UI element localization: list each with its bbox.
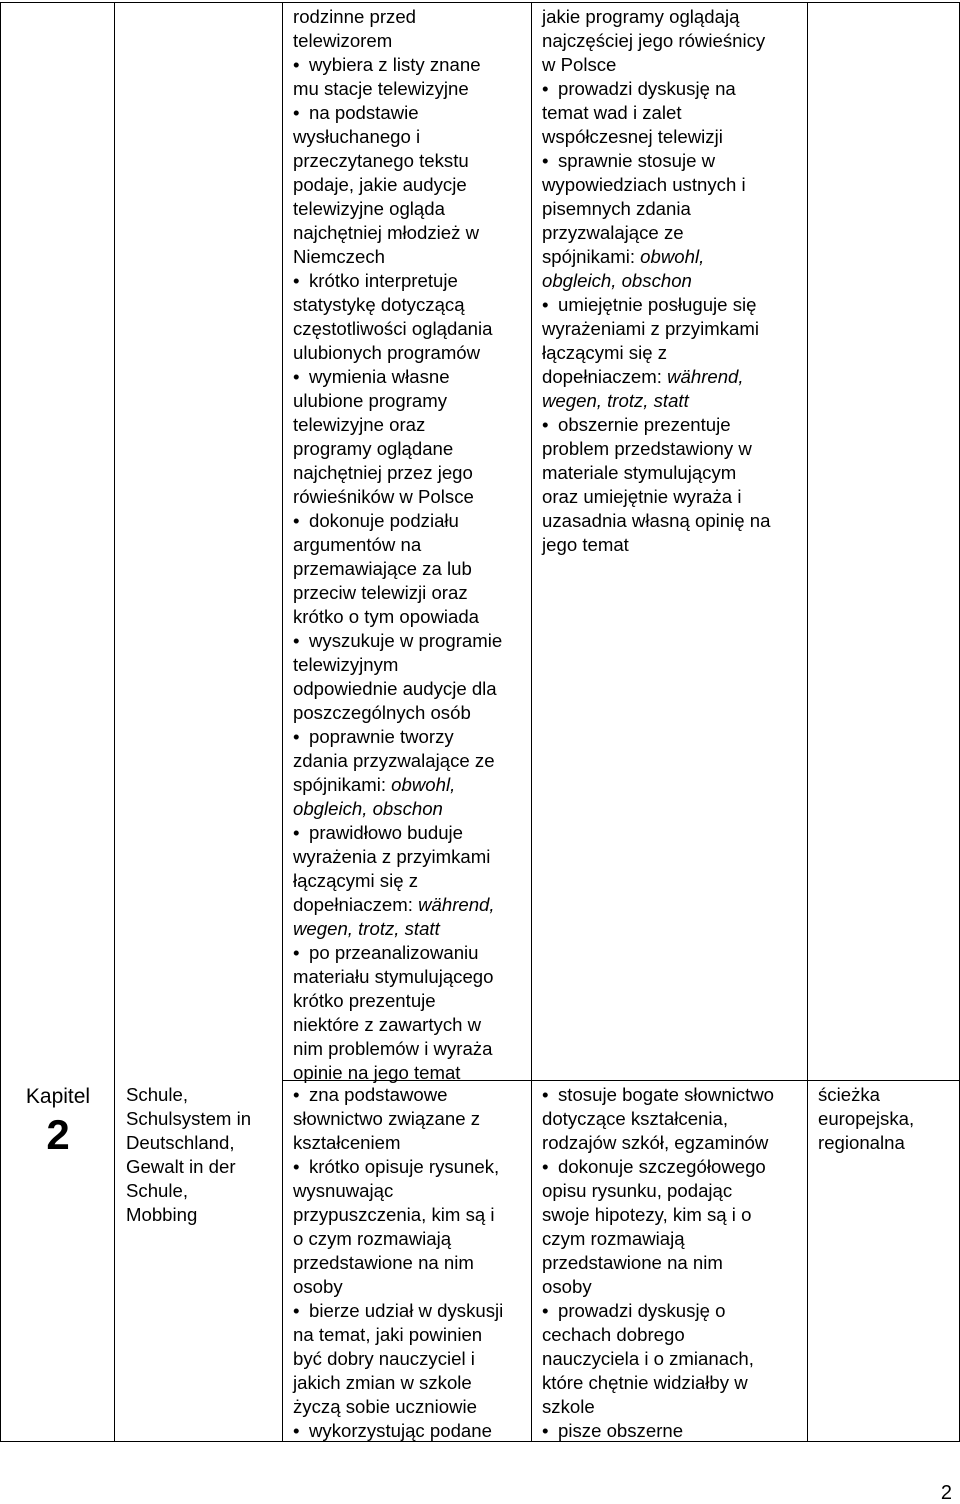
chapter-number: 2 bbox=[46, 1111, 70, 1158]
text-line: poszczególnych osób bbox=[293, 702, 471, 723]
bullet-icon: • bbox=[293, 1156, 300, 1177]
text-line: kształceniem bbox=[293, 1132, 401, 1153]
text-line: przypuszczenia, kim są i bbox=[293, 1204, 495, 1225]
text-line: materiale stymulującym bbox=[542, 462, 737, 483]
text-line: • sprawnie stosuje w bbox=[542, 150, 716, 171]
text-line: przemawiające za lub bbox=[293, 558, 472, 579]
text-line: • stosuje bogate słownictwo bbox=[542, 1084, 775, 1105]
text-line: nim problemów i wyraża bbox=[293, 1038, 493, 1059]
text-line: ścieżka bbox=[818, 1084, 881, 1105]
text-line: krótko prezentuje bbox=[293, 990, 436, 1011]
text-line: jego temat bbox=[542, 534, 629, 555]
text-line: obgleich, obschon bbox=[293, 798, 443, 819]
text-line: • umiejętnie posługuje się bbox=[542, 294, 757, 315]
bullet-icon: • bbox=[542, 414, 549, 435]
text-line: wegen, trotz, statt bbox=[293, 918, 440, 939]
text-line: współczesnej telewizji bbox=[542, 126, 723, 147]
bullet-icon: • bbox=[293, 54, 300, 75]
text-line: pisemnych zdania bbox=[542, 198, 691, 219]
text-line: telewizyjnym bbox=[293, 654, 399, 675]
text-line: przeciw telewizji oraz bbox=[293, 582, 468, 603]
text-line: • obszernie prezentuje bbox=[542, 414, 731, 435]
text-line: • wybiera z listy znane bbox=[293, 54, 481, 75]
text-line: które chętnie widziałby w bbox=[542, 1372, 748, 1393]
col-border bbox=[282, 2, 283, 1442]
bullet-icon: • bbox=[542, 1156, 549, 1177]
bullet-icon: • bbox=[293, 726, 300, 747]
text-line: najczęściej jego rówieśnicy bbox=[542, 30, 766, 51]
table-top-border bbox=[0, 2, 960, 3]
text-line: rówieśników w Polsce bbox=[293, 486, 474, 507]
text-line: swoje hipotezy, kim są i o bbox=[542, 1204, 752, 1225]
text-line: statystykę dotyczącą bbox=[293, 294, 465, 315]
text-line: wyrażenia z przyimkami bbox=[293, 846, 491, 867]
requirements-extended-bottom bbox=[542, 1083, 774, 1443]
col-border bbox=[0, 2, 1, 1442]
text-line: • zna podstawowe bbox=[293, 1084, 448, 1105]
bullet-icon: • bbox=[542, 294, 549, 315]
text-line: opisu rysunku, podając bbox=[542, 1180, 733, 1201]
text-line: oraz umiejętnie wyraża i bbox=[542, 486, 742, 507]
text-line: łączącymi się z bbox=[293, 870, 419, 891]
bullet-icon: • bbox=[542, 150, 549, 171]
text-line: nauczyciela i o zmianach, bbox=[542, 1348, 754, 1369]
text-line: Niemczech bbox=[293, 246, 385, 267]
text-line: • wymienia własne bbox=[293, 366, 450, 387]
text-line: • dokonuje szczegółowego bbox=[542, 1156, 766, 1177]
bullet-icon: • bbox=[542, 1084, 549, 1105]
text-line: regionalna bbox=[818, 1132, 905, 1153]
col-border bbox=[114, 2, 115, 1442]
text-line: europejska, bbox=[818, 1108, 915, 1129]
bullet-icon: • bbox=[293, 102, 300, 123]
text-line: dotyczące kształcenia, bbox=[542, 1108, 729, 1129]
text-line: podaje, jakie audycje bbox=[293, 174, 467, 195]
text-line: rodzajów szkół, egzaminów bbox=[542, 1132, 769, 1153]
bullet-icon: • bbox=[293, 1300, 300, 1321]
text-line: przyzwalające ze bbox=[542, 222, 684, 243]
text-line: przeczytanego tekstu bbox=[293, 150, 469, 171]
chapter-title: Kapitel bbox=[25, 1085, 91, 1108]
text-line: • po przeanalizowaniu bbox=[293, 942, 479, 963]
text-line: ulubione programy bbox=[293, 390, 448, 411]
text-line: • prowadzi dyskusję na bbox=[542, 78, 736, 99]
text-line: najchętniej młodzież w bbox=[293, 222, 480, 243]
text-line: ulubionych programów bbox=[293, 342, 481, 363]
text-line: • na podstawie bbox=[293, 102, 419, 123]
text-line: dopełniaczem: während, bbox=[293, 894, 495, 915]
page-number: 2 bbox=[940, 1482, 952, 1504]
text-line: Mobbing bbox=[126, 1204, 198, 1225]
text-line: Deutschland, bbox=[126, 1132, 235, 1153]
bullet-icon: • bbox=[293, 822, 300, 843]
text-line: materiału stymulującego bbox=[293, 966, 494, 987]
text-line: Schule, bbox=[126, 1084, 189, 1105]
text-line: spójnikami: obwohl, bbox=[542, 246, 705, 267]
text-line: • prowadzi dyskusję o bbox=[542, 1300, 726, 1321]
text-line: • prawidłowo buduje bbox=[293, 822, 464, 843]
text-line: jakie programy oglądają bbox=[542, 6, 740, 27]
text-line: życzą sobie uczniowie bbox=[293, 1396, 477, 1417]
text-line: • wykorzystując podane bbox=[293, 1420, 492, 1441]
text-line: spójnikami: obwohl, bbox=[293, 774, 456, 795]
requirements-basic-top bbox=[293, 5, 502, 1085]
text-line: o czym rozmawiają bbox=[293, 1228, 452, 1249]
bullet-icon: • bbox=[293, 942, 300, 963]
text-line: odpowiednie audycje dla bbox=[293, 678, 497, 699]
text-line: przedstawione na nim bbox=[542, 1252, 723, 1273]
text-line: szkole bbox=[542, 1396, 595, 1417]
text-line: w Polsce bbox=[542, 54, 617, 75]
text-line: temat wad i zalet bbox=[542, 102, 682, 123]
text-line: cechach dobrego bbox=[542, 1324, 685, 1345]
text-line: • wyszukuje w programie bbox=[293, 630, 503, 651]
text-line: krótko o tym opowiada bbox=[293, 606, 480, 627]
text-line: wyrażeniami z przyimkami bbox=[542, 318, 759, 339]
text-line: argumentów na bbox=[293, 534, 422, 555]
text-line: mu stacje telewizyjne bbox=[293, 78, 469, 99]
text-line: wysłuchanego i bbox=[293, 126, 421, 147]
text-line: słownictwo związane z bbox=[293, 1108, 481, 1129]
col-border bbox=[531, 2, 532, 1442]
bullet-icon: • bbox=[293, 366, 300, 387]
text-line: uzasadnia własną opinię na bbox=[542, 510, 771, 531]
text-line: • poprawnie tworzy bbox=[293, 726, 454, 747]
requirements-extended-top bbox=[542, 5, 770, 557]
bullet-icon: • bbox=[542, 78, 549, 99]
text-line: łączącymi się z bbox=[542, 342, 668, 363]
text-line: telewizyjne oraz bbox=[293, 414, 426, 435]
text-line: jakich zmian w szkole bbox=[293, 1372, 472, 1393]
text-line: Gewalt in der bbox=[126, 1156, 236, 1177]
text-line: wypowiedziach ustnych i bbox=[542, 174, 746, 195]
text-line: • dokonuje podziału bbox=[293, 510, 459, 531]
text-line: telewizyjne ogląda bbox=[293, 198, 445, 219]
text-line: być dobry nauczyciel i bbox=[293, 1348, 475, 1369]
text-line: niektóre z zawartych w bbox=[293, 1014, 482, 1035]
text-line: Schule, bbox=[126, 1180, 189, 1201]
text-line: Schulsystem in bbox=[126, 1108, 252, 1129]
text-line: obgleich, obschon bbox=[542, 270, 692, 291]
bullet-icon: • bbox=[293, 270, 300, 291]
text-line: częstotliwości oglądania bbox=[293, 318, 493, 339]
text-line: zdania przyzwalające ze bbox=[293, 750, 495, 771]
cross-curricular-paths bbox=[818, 1083, 914, 1155]
text-line: osoby bbox=[542, 1276, 592, 1297]
text-line: problem przedstawiony w bbox=[542, 438, 752, 459]
bullet-icon: • bbox=[293, 1084, 300, 1105]
text-line: • krótko opisuje rysunek, bbox=[293, 1156, 500, 1177]
bullet-icon: • bbox=[293, 1420, 300, 1441]
text-line: wegen, trotz, statt bbox=[542, 390, 689, 411]
bullet-icon: • bbox=[542, 1420, 549, 1441]
bullet-icon: • bbox=[293, 630, 300, 651]
text-line: telewizorem bbox=[293, 30, 393, 51]
text-line: przedstawione na nim bbox=[293, 1252, 474, 1273]
text-line: opinie na jego temat bbox=[293, 1062, 461, 1083]
text-line: • pisze obszerne bbox=[542, 1420, 684, 1441]
text-line: osoby bbox=[293, 1276, 343, 1297]
text-line: czym rozmawiają bbox=[542, 1228, 685, 1249]
text-line: wysnuwając bbox=[293, 1180, 394, 1201]
bullet-icon: • bbox=[293, 510, 300, 531]
requirements-basic-bottom bbox=[293, 1083, 503, 1443]
topic-cell bbox=[126, 1083, 251, 1227]
text-line: najchętniej przez jego bbox=[293, 462, 473, 483]
text-line: dopełniaczem: während, bbox=[542, 366, 744, 387]
col-border bbox=[807, 2, 808, 1442]
chapter-label bbox=[2, 1084, 114, 1160]
text-line: • krótko interpretuje bbox=[293, 270, 458, 291]
bullet-icon: • bbox=[542, 1300, 549, 1321]
text-line: programy oglądane bbox=[293, 438, 454, 459]
text-line: rodzinne przed bbox=[293, 6, 417, 27]
text-line: na temat, jaki powinien bbox=[293, 1324, 483, 1345]
text-line: • bierze udział w dyskusji bbox=[293, 1300, 504, 1321]
